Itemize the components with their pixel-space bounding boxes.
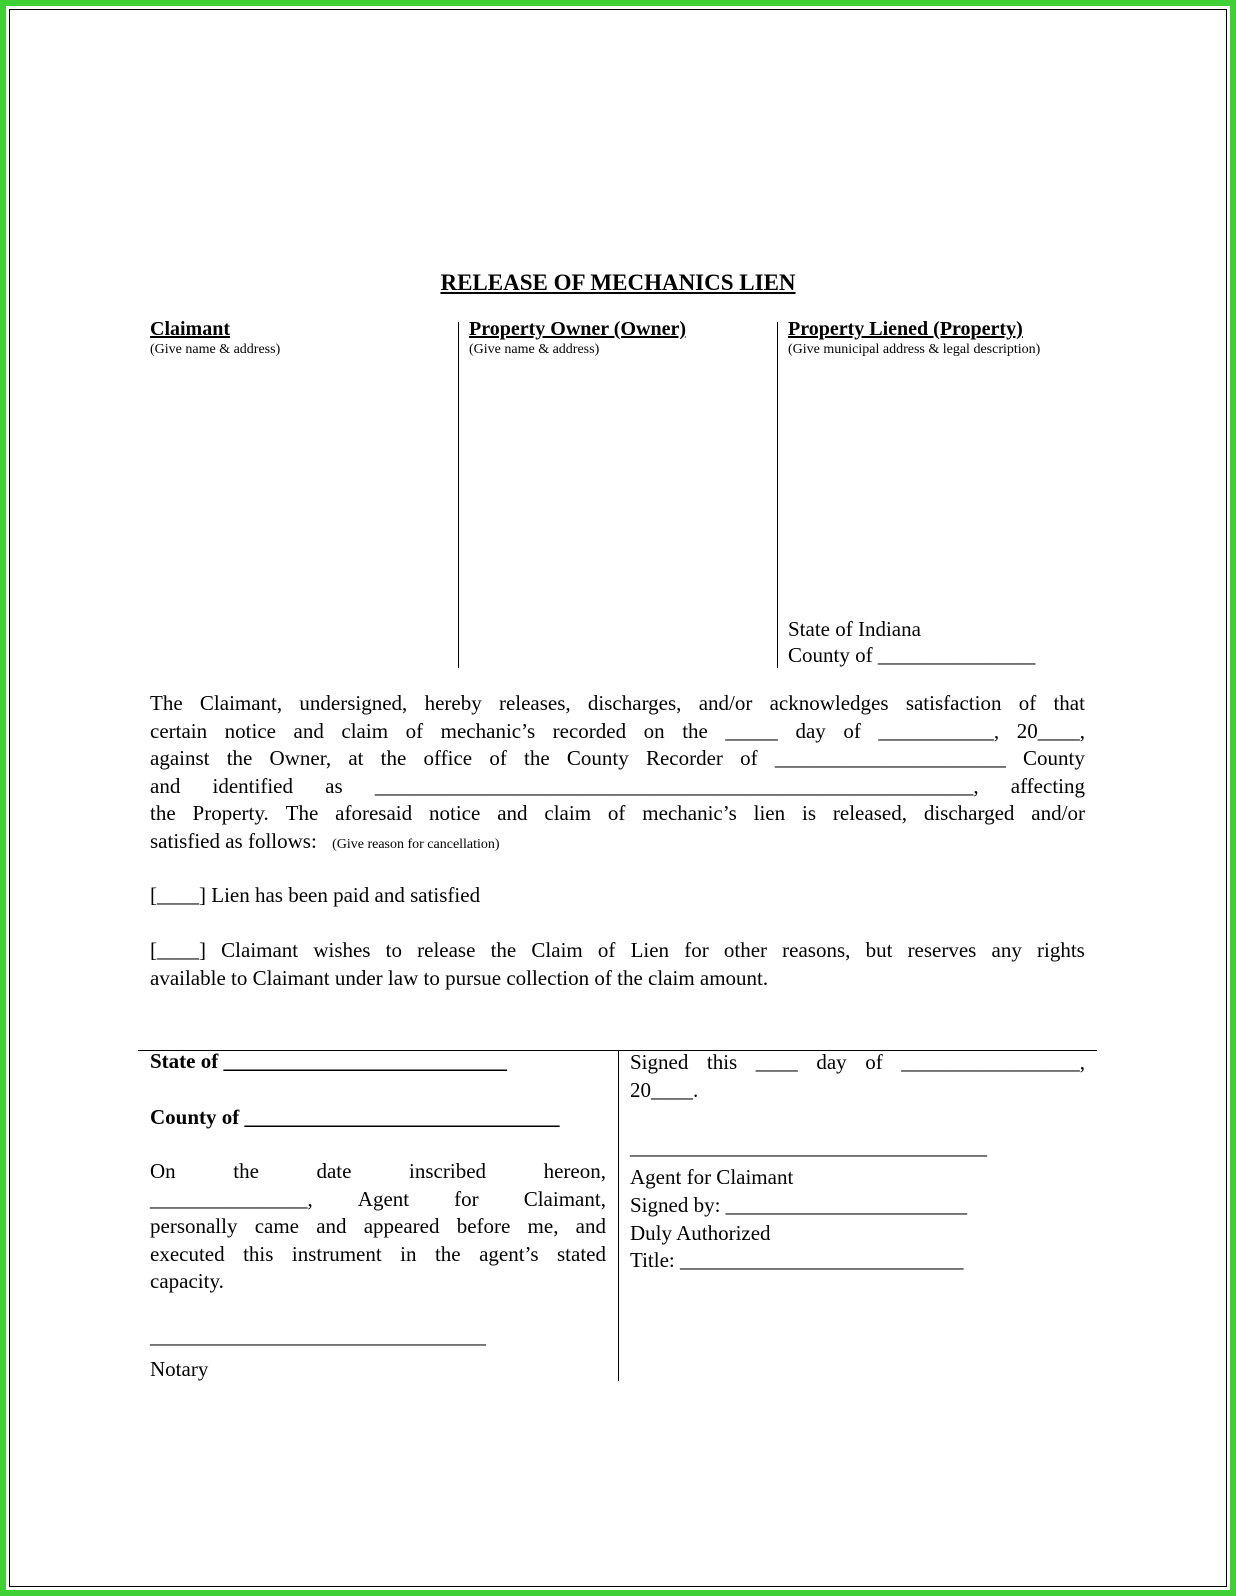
option-other-line-1-word: wishes	[313, 938, 371, 962]
duly-authorized: Duly Authorized	[630, 1221, 771, 1245]
release-line-4-word: as	[325, 773, 343, 798]
release-line-3-word: Recorder	[645, 746, 723, 770]
release-line-1-word: discharges,	[587, 691, 682, 715]
option-other-line-1-word: Claimant	[221, 938, 299, 962]
release-line-1-word: satisfaction	[905, 691, 1002, 715]
release-line-2-word: and	[293, 718, 324, 743]
release-line-5-word: and	[497, 801, 528, 825]
notary-line-3-word: appeared	[363, 1214, 440, 1238]
release-line-2-word[interactable]: _____	[725, 718, 778, 743]
notary-line-1-word: On	[150, 1159, 176, 1183]
release-line-4-word: affecting	[1010, 773, 1085, 798]
notary-line-2	[150, 1186, 606, 1214]
cancellation-note: (Give reason for cancellation)	[332, 836, 500, 852]
signed-line-1-word: day	[816, 1050, 847, 1074]
option-other-line-1-word: Lien	[630, 938, 670, 962]
title-field[interactable]: Title: ___________________________	[630, 1248, 964, 1272]
option-other-line-1-word: reasons,	[782, 938, 851, 962]
release-line-3-word: office	[423, 746, 473, 770]
claimant-heading: Claimant	[150, 318, 230, 340]
release-line-2-word: recorded	[552, 718, 627, 743]
release-line-3-word[interactable]: ______________________	[774, 746, 1006, 770]
release-line-3	[150, 745, 1085, 773]
release-line-4-word[interactable]: _________________________________________________________,	[374, 773, 979, 798]
release-line-1	[150, 690, 1085, 718]
release-line-2-word: of	[843, 718, 861, 743]
notary-line-5: capacity.	[150, 1269, 224, 1293]
notary-line-1-word: inscribed	[409, 1159, 487, 1183]
notary-line-2-word: Agent	[357, 1186, 410, 1211]
notary-line-1-word: hereon,	[543, 1159, 606, 1183]
notary-state-blank[interactable]: ___________________________	[223, 1049, 507, 1073]
notary-line-4-word: in	[400, 1241, 417, 1266]
notary-state-field	[150, 1049, 507, 1074]
notary-line-3-word: me,	[527, 1214, 559, 1238]
release-line-3-word: of	[489, 746, 507, 770]
option-other-line-1-word: any	[991, 938, 1022, 962]
release-line-5-word: mechanic’s	[642, 801, 737, 825]
notary-line-2-word: Claimant,	[523, 1186, 606, 1211]
release-line-6-text: satisfied as follows:	[150, 828, 317, 853]
notary-line-3-word: and	[575, 1214, 606, 1238]
state-of-indiana: State of Indiana	[788, 617, 921, 641]
release-line-3-word: the	[380, 746, 407, 770]
notary-signature-line[interactable]: ________________________________	[150, 1324, 486, 1348]
column-divider-2	[777, 322, 778, 668]
notary-line-4	[150, 1241, 606, 1269]
release-line-1-word: releases,	[498, 691, 571, 715]
signed-line-2: 20____.	[630, 1077, 699, 1102]
claimant-column	[150, 318, 280, 358]
release-line-3-word: the	[226, 746, 253, 770]
release-line-5-word: claim	[544, 801, 592, 825]
release-line-3-word: Owner,	[269, 746, 332, 770]
signed-line-1-word[interactable]: ____	[755, 1050, 798, 1074]
agent-label: Agent for Claimant	[630, 1165, 794, 1189]
release-line-2-word: notice	[224, 718, 276, 743]
notary-label: Notary	[150, 1357, 209, 1381]
option-other-line-1-word: release	[417, 938, 476, 962]
release-line-2-word[interactable]: ___________,	[878, 718, 1000, 743]
release-line-5-word: is	[802, 801, 817, 825]
release-line-2-word: certain	[150, 718, 208, 743]
option-other-line-1-word: of	[597, 938, 616, 962]
notary-line-1-word: date	[316, 1159, 352, 1183]
option-other-line-1-word: for	[684, 938, 709, 962]
release-line-5-word: Property.	[192, 801, 269, 825]
claimant-subheading: (Give name & address)	[150, 342, 281, 357]
notary-line-3-word: and	[316, 1214, 347, 1238]
release-line-2-word: day	[795, 718, 826, 743]
release-paragraph	[150, 690, 1085, 858]
release-line-1-word: hereby	[424, 691, 482, 715]
release-line-2-word: on	[643, 718, 665, 743]
notary-line-4-word: this	[243, 1241, 274, 1266]
release-line-3-word: County	[566, 746, 629, 770]
owner-heading: Property Owner (Owner)	[469, 318, 686, 340]
signed-line-1-word: this	[706, 1050, 738, 1074]
agent-signature-line[interactable]: __________________________________	[630, 1135, 987, 1159]
release-line-5-word: The	[285, 801, 319, 825]
option-other-line-2: available to Claimant under law to pursue collection of the claim amount.	[150, 965, 769, 990]
notary-line-3-word: came	[254, 1214, 299, 1238]
release-line-5-word: aforesaid	[335, 801, 413, 825]
signed-by-field[interactable]: Signed by: _______________________	[630, 1193, 968, 1217]
release-line-1-word: The	[150, 691, 183, 715]
release-line-5-word: of	[607, 801, 626, 825]
release-line-3-word: against	[150, 746, 210, 770]
release-line-1-word: acknowledges	[769, 691, 889, 715]
release-line-2-word[interactable]: 20____,	[1016, 718, 1085, 743]
notary-county-blank[interactable]: ______________________________	[244, 1105, 560, 1129]
owner-column	[469, 318, 686, 358]
release-line-5-word: notice	[429, 801, 481, 825]
release-line-5-word: and/or	[1031, 801, 1085, 825]
signed-line-1-word: of	[865, 1050, 883, 1074]
release-line-1-word: and/or	[698, 691, 753, 715]
option-other-line-1-word[interactable]: [____]	[150, 938, 206, 962]
notary-paragraph	[150, 1158, 606, 1296]
release-line-1-word: undersigned,	[299, 691, 408, 715]
release-line-2-word: of	[405, 718, 424, 743]
signed-line-1-word: Signed	[630, 1050, 689, 1074]
release-line-2-word: claim	[341, 718, 389, 743]
notary-county-field	[150, 1105, 560, 1130]
county-of-field: County of _______________	[788, 643, 1036, 667]
option-other-line-1-word: the	[490, 938, 517, 962]
release-line-3-word: at	[348, 746, 364, 770]
column-divider-1	[458, 322, 459, 668]
option-other-line-1-word: other	[723, 938, 768, 962]
release-line-5-word: released,	[832, 801, 907, 825]
document-title: RELEASE OF MECHANICS LIEN	[440, 270, 796, 295]
release-line-4-word: identified	[212, 773, 293, 798]
option-other-line-1-word: rights	[1037, 938, 1085, 962]
notary-line-4-word: instrument	[291, 1241, 382, 1266]
release-line-5-word: discharged	[923, 801, 1015, 825]
owner-subheading: (Give name & address)	[469, 342, 600, 357]
release-line-2-word: the	[682, 718, 708, 743]
signed-date-block	[630, 1049, 1085, 1104]
option-paid-checkbox[interactable]: [____] Lien has been paid and satisfied	[150, 883, 481, 907]
release-line-3-word: County	[1023, 746, 1085, 770]
notary-line-4-word: stated	[557, 1241, 606, 1266]
property-heading: Property Liened (Property)	[788, 318, 1023, 340]
notary-line-2-word: for	[454, 1186, 479, 1211]
release-line-3-word: of	[740, 746, 758, 770]
release-line-5-word: the	[150, 801, 176, 825]
notary-line-1-word: the	[233, 1159, 259, 1183]
option-other-line-1-word: but	[865, 938, 893, 962]
option-other-reasons[interactable]	[150, 937, 1085, 992]
signed-line-1	[630, 1049, 1085, 1077]
release-line-2-word: mechanic’s	[440, 718, 536, 743]
release-line-2	[150, 718, 1085, 746]
property-column	[788, 318, 1040, 358]
notary-line-3	[150, 1213, 606, 1241]
notary-line-4-word: agent’s	[479, 1241, 539, 1266]
release-line-1-word: of	[1018, 691, 1037, 715]
release-line-1-word: Claimant,	[199, 691, 283, 715]
notary-line-3-word: before	[456, 1214, 511, 1238]
release-line-4	[150, 773, 1085, 801]
release-line-3-word: the	[524, 746, 550, 770]
notary-line-4-word: the	[434, 1241, 461, 1266]
option-other-line-1-word: reserves	[907, 938, 977, 962]
notary-line-4-word: executed	[150, 1241, 225, 1266]
property-subheading: (Give municipal address & legal description)	[788, 342, 1041, 357]
release-line-5	[150, 800, 1085, 828]
release-line-5-word: lien	[753, 801, 786, 825]
signed-line-1-word[interactable]: _________________,	[901, 1050, 1085, 1074]
release-line-4-word: and	[150, 773, 181, 798]
notary-state-label: State of	[150, 1049, 219, 1073]
notary-line-2-word[interactable]: _______________,	[150, 1186, 313, 1211]
notary-line-1	[150, 1158, 606, 1186]
notary-county-label: County of	[150, 1105, 240, 1129]
option-other-line-1-word: Claim	[531, 938, 583, 962]
option-other-line-1-word: to	[385, 938, 402, 962]
release-line-6	[150, 828, 1085, 859]
table-divider	[618, 1050, 619, 1381]
option-other-line-1	[150, 937, 1085, 965]
release-line-1-word: that	[1053, 691, 1085, 715]
notary-line-3-word: personally	[150, 1214, 238, 1238]
